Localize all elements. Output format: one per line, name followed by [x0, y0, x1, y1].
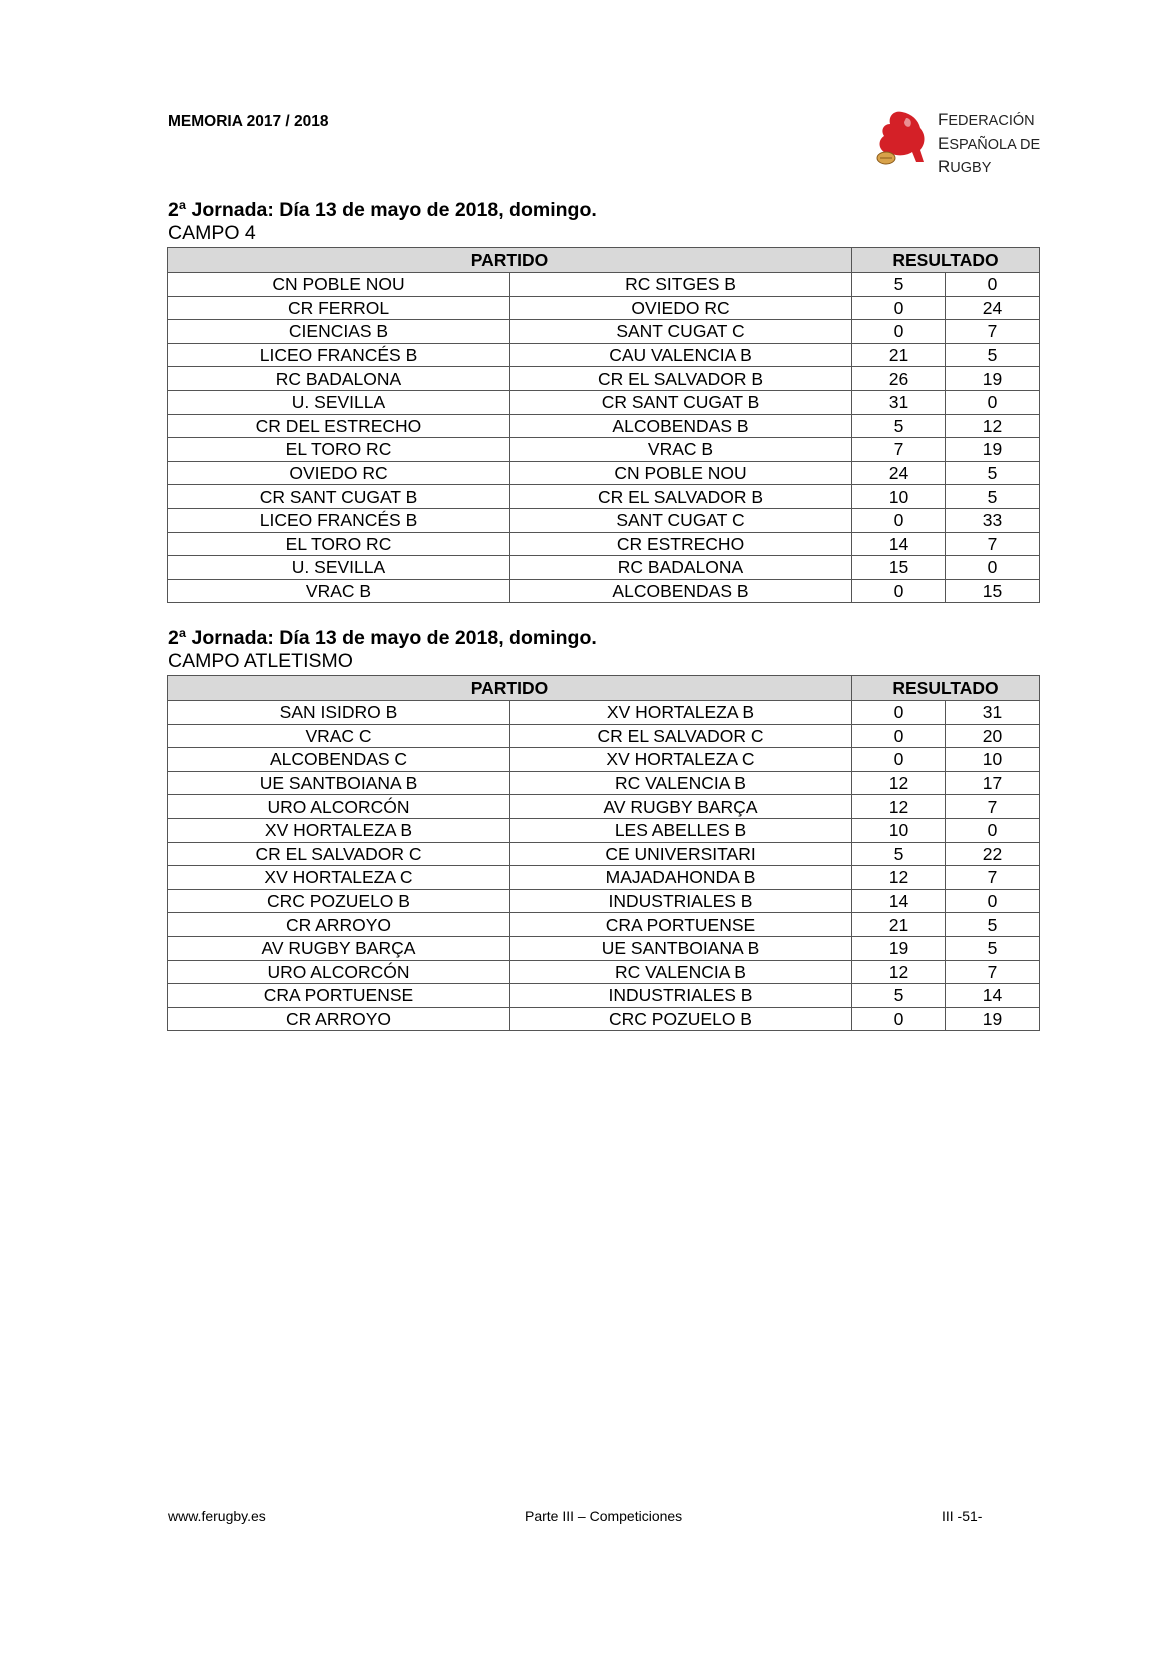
- home-team-cell: CRA PORTUENSE: [168, 984, 510, 1008]
- home-score-cell: 0: [852, 1007, 946, 1031]
- away-score-cell: 7: [946, 960, 1040, 984]
- table-header-row: [168, 248, 1040, 273]
- away-team-cell: OVIEDO RC: [510, 296, 852, 320]
- table-row: [168, 273, 1040, 297]
- away-score-cell: 12: [946, 414, 1040, 438]
- results-table-campo-4: [167, 247, 1040, 603]
- away-team-cell: INDUSTRIALES B: [510, 889, 852, 913]
- table-row: [168, 367, 1040, 391]
- table-row: [168, 579, 1040, 603]
- away-score-cell: 20: [946, 724, 1040, 748]
- federation-logo: [872, 106, 1042, 182]
- home-team-cell: LICEO FRANCÉS B: [168, 343, 510, 367]
- home-score-cell: 0: [852, 320, 946, 344]
- home-team-cell: VRAC C: [168, 724, 510, 748]
- home-team-cell: U. SEVILLA: [168, 556, 510, 580]
- away-team-cell: RC SITGES B: [510, 273, 852, 297]
- away-team-cell: RC BADALONA: [510, 556, 852, 580]
- home-score-cell: 5: [852, 273, 946, 297]
- document-header-title: MEMORIA 2017 / 2018: [168, 113, 329, 130]
- table-header-row: [168, 676, 1040, 701]
- federation-name: [938, 109, 1040, 180]
- section-2-subtitle: CAMPO ATLETISMO: [168, 650, 353, 672]
- table-row: [168, 461, 1040, 485]
- away-team-cell: CR ESTRECHO: [510, 532, 852, 556]
- table-row: [168, 913, 1040, 937]
- away-team-cell: CR EL SALVADOR B: [510, 367, 852, 391]
- away-team-cell: UE SANTBOIANA B: [510, 936, 852, 960]
- home-score-cell: 24: [852, 461, 946, 485]
- column-header-resultado: RESULTADO: [852, 248, 1040, 273]
- away-score-cell: 5: [946, 343, 1040, 367]
- home-score-cell: 15: [852, 556, 946, 580]
- away-score-cell: 7: [946, 866, 1040, 890]
- away-score-cell: 7: [946, 320, 1040, 344]
- home-score-cell: 21: [852, 913, 946, 937]
- away-score-cell: 0: [946, 273, 1040, 297]
- logo-line-1: FEDERACIÓN: [938, 110, 1035, 129]
- away-score-cell: 7: [946, 532, 1040, 556]
- home-team-cell: SAN ISIDRO B: [168, 701, 510, 725]
- table-row: [168, 960, 1040, 984]
- home-team-cell: CR SANT CUGAT B: [168, 485, 510, 509]
- away-team-cell: CRA PORTUENSE: [510, 913, 852, 937]
- home-team-cell: CR DEL ESTRECHO: [168, 414, 510, 438]
- away-score-cell: 0: [946, 390, 1040, 414]
- table-row: [168, 842, 1040, 866]
- away-score-cell: 5: [946, 936, 1040, 960]
- home-team-cell: CR ARROYO: [168, 1007, 510, 1031]
- home-team-cell: CR FERROL: [168, 296, 510, 320]
- home-score-cell: 0: [852, 701, 946, 725]
- away-team-cell: CR EL SALVADOR C: [510, 724, 852, 748]
- away-score-cell: 0: [946, 889, 1040, 913]
- home-score-cell: 7: [852, 438, 946, 462]
- home-score-cell: 10: [852, 818, 946, 842]
- away-team-cell: RC VALENCIA B: [510, 771, 852, 795]
- away-score-cell: 5: [946, 913, 1040, 937]
- table-row: [168, 818, 1040, 842]
- table-row: [168, 984, 1040, 1008]
- home-team-cell: ALCOBENDAS C: [168, 748, 510, 772]
- home-score-cell: 12: [852, 771, 946, 795]
- home-team-cell: EL TORO RC: [168, 532, 510, 556]
- away-team-cell: LES ABELLES B: [510, 818, 852, 842]
- home-score-cell: 12: [852, 866, 946, 890]
- away-team-cell: CR SANT CUGAT B: [510, 390, 852, 414]
- away-team-cell: VRAC B: [510, 438, 852, 462]
- footer-website: www.ferugby.es: [168, 1508, 266, 1524]
- column-header-partido: PARTIDO: [168, 676, 852, 701]
- away-team-cell: AV RUGBY BARÇA: [510, 795, 852, 819]
- logo-line-3: RUGBY: [938, 157, 992, 176]
- table-row: [168, 320, 1040, 344]
- away-team-cell: RC VALENCIA B: [510, 960, 852, 984]
- home-score-cell: 12: [852, 960, 946, 984]
- home-score-cell: 31: [852, 390, 946, 414]
- away-team-cell: CR EL SALVADOR B: [510, 485, 852, 509]
- away-team-cell: XV HORTALEZA C: [510, 748, 852, 772]
- table-row: [168, 795, 1040, 819]
- table-row: [168, 724, 1040, 748]
- home-score-cell: 12: [852, 795, 946, 819]
- section-1-subtitle: CAMPO 4: [168, 222, 256, 244]
- home-score-cell: 0: [852, 724, 946, 748]
- table-row: [168, 485, 1040, 509]
- away-score-cell: 5: [946, 485, 1040, 509]
- table-row: [168, 508, 1040, 532]
- home-team-cell: XV HORTALEZA C: [168, 866, 510, 890]
- home-score-cell: 19: [852, 936, 946, 960]
- home-score-cell: 0: [852, 748, 946, 772]
- away-score-cell: 24: [946, 296, 1040, 320]
- away-score-cell: 19: [946, 438, 1040, 462]
- away-score-cell: 19: [946, 1007, 1040, 1031]
- table-row: [168, 343, 1040, 367]
- table-row: [168, 936, 1040, 960]
- table-row: [168, 866, 1040, 890]
- home-score-cell: 21: [852, 343, 946, 367]
- away-score-cell: 0: [946, 818, 1040, 842]
- home-score-cell: 5: [852, 414, 946, 438]
- column-header-resultado: RESULTADO: [852, 676, 1040, 701]
- section-1-title: 2ª Jornada: Día 13 de mayo de 2018, domingo.: [168, 199, 597, 221]
- away-team-cell: CE UNIVERSITARI: [510, 842, 852, 866]
- home-team-cell: CRC POZUELO B: [168, 889, 510, 913]
- away-score-cell: 7: [946, 795, 1040, 819]
- table-row: [168, 390, 1040, 414]
- home-score-cell: 0: [852, 296, 946, 320]
- home-score-cell: 0: [852, 508, 946, 532]
- table-row: [168, 771, 1040, 795]
- table-row: [168, 556, 1040, 580]
- home-team-cell: CR EL SALVADOR C: [168, 842, 510, 866]
- away-score-cell: 17: [946, 771, 1040, 795]
- home-team-cell: AV RUGBY BARÇA: [168, 936, 510, 960]
- home-score-cell: 14: [852, 889, 946, 913]
- away-team-cell: XV HORTALEZA B: [510, 701, 852, 725]
- away-team-cell: ALCOBENDAS B: [510, 414, 852, 438]
- away-score-cell: 19: [946, 367, 1040, 391]
- table-row: [168, 414, 1040, 438]
- home-team-cell: URO ALCORCÓN: [168, 795, 510, 819]
- footer-section: Parte III – Competiciones: [525, 1508, 683, 1524]
- table-row: [168, 701, 1040, 725]
- home-score-cell: 14: [852, 532, 946, 556]
- table-row: [168, 1007, 1040, 1031]
- home-score-cell: 5: [852, 842, 946, 866]
- away-score-cell: 22: [946, 842, 1040, 866]
- away-score-cell: 14: [946, 984, 1040, 1008]
- home-team-cell: OVIEDO RC: [168, 461, 510, 485]
- away-score-cell: 15: [946, 579, 1040, 603]
- results-table-campo-atletismo: [167, 675, 1040, 1031]
- section-2-title: 2ª Jornada: Día 13 de mayo de 2018, domingo.: [168, 627, 597, 649]
- away-score-cell: 0: [946, 556, 1040, 580]
- away-team-cell: ALCOBENDAS B: [510, 579, 852, 603]
- away-score-cell: 5: [946, 461, 1040, 485]
- away-score-cell: 10: [946, 748, 1040, 772]
- column-header-partido: PARTIDO: [168, 248, 852, 273]
- home-team-cell: LICEO FRANCÉS B: [168, 508, 510, 532]
- table-row: [168, 296, 1040, 320]
- table-row: [168, 889, 1040, 913]
- home-team-cell: RC BADALONA: [168, 367, 510, 391]
- away-team-cell: MAJADAHONDA B: [510, 866, 852, 890]
- home-team-cell: CIENCIAS B: [168, 320, 510, 344]
- table-row: [168, 438, 1040, 462]
- away-score-cell: 33: [946, 508, 1040, 532]
- home-score-cell: 5: [852, 984, 946, 1008]
- away-score-cell: 31: [946, 701, 1040, 725]
- away-team-cell: CAU VALENCIA B: [510, 343, 852, 367]
- home-score-cell: 10: [852, 485, 946, 509]
- home-team-cell: XV HORTALEZA B: [168, 818, 510, 842]
- lion-emblem-icon: [872, 108, 928, 172]
- table-row: [168, 532, 1040, 556]
- table-row: [168, 748, 1040, 772]
- home-team-cell: UE SANTBOIANA B: [168, 771, 510, 795]
- home-team-cell: U. SEVILLA: [168, 390, 510, 414]
- home-team-cell: VRAC B: [168, 579, 510, 603]
- logo-line-2: ESPAÑOLA DE: [938, 133, 1041, 153]
- home-team-cell: EL TORO RC: [168, 438, 510, 462]
- away-team-cell: INDUSTRIALES B: [510, 984, 852, 1008]
- home-team-cell: CN POBLE NOU: [168, 273, 510, 297]
- away-team-cell: SANT CUGAT C: [510, 508, 852, 532]
- away-team-cell: CRC POZUELO B: [510, 1007, 852, 1031]
- home-team-cell: CR ARROYO: [168, 913, 510, 937]
- home-score-cell: 0: [852, 579, 946, 603]
- home-team-cell: URO ALCORCÓN: [168, 960, 510, 984]
- footer-page-number: III -51-: [942, 1508, 983, 1524]
- away-team-cell: SANT CUGAT C: [510, 320, 852, 344]
- away-team-cell: CN POBLE NOU: [510, 461, 852, 485]
- home-score-cell: 26: [852, 367, 946, 391]
